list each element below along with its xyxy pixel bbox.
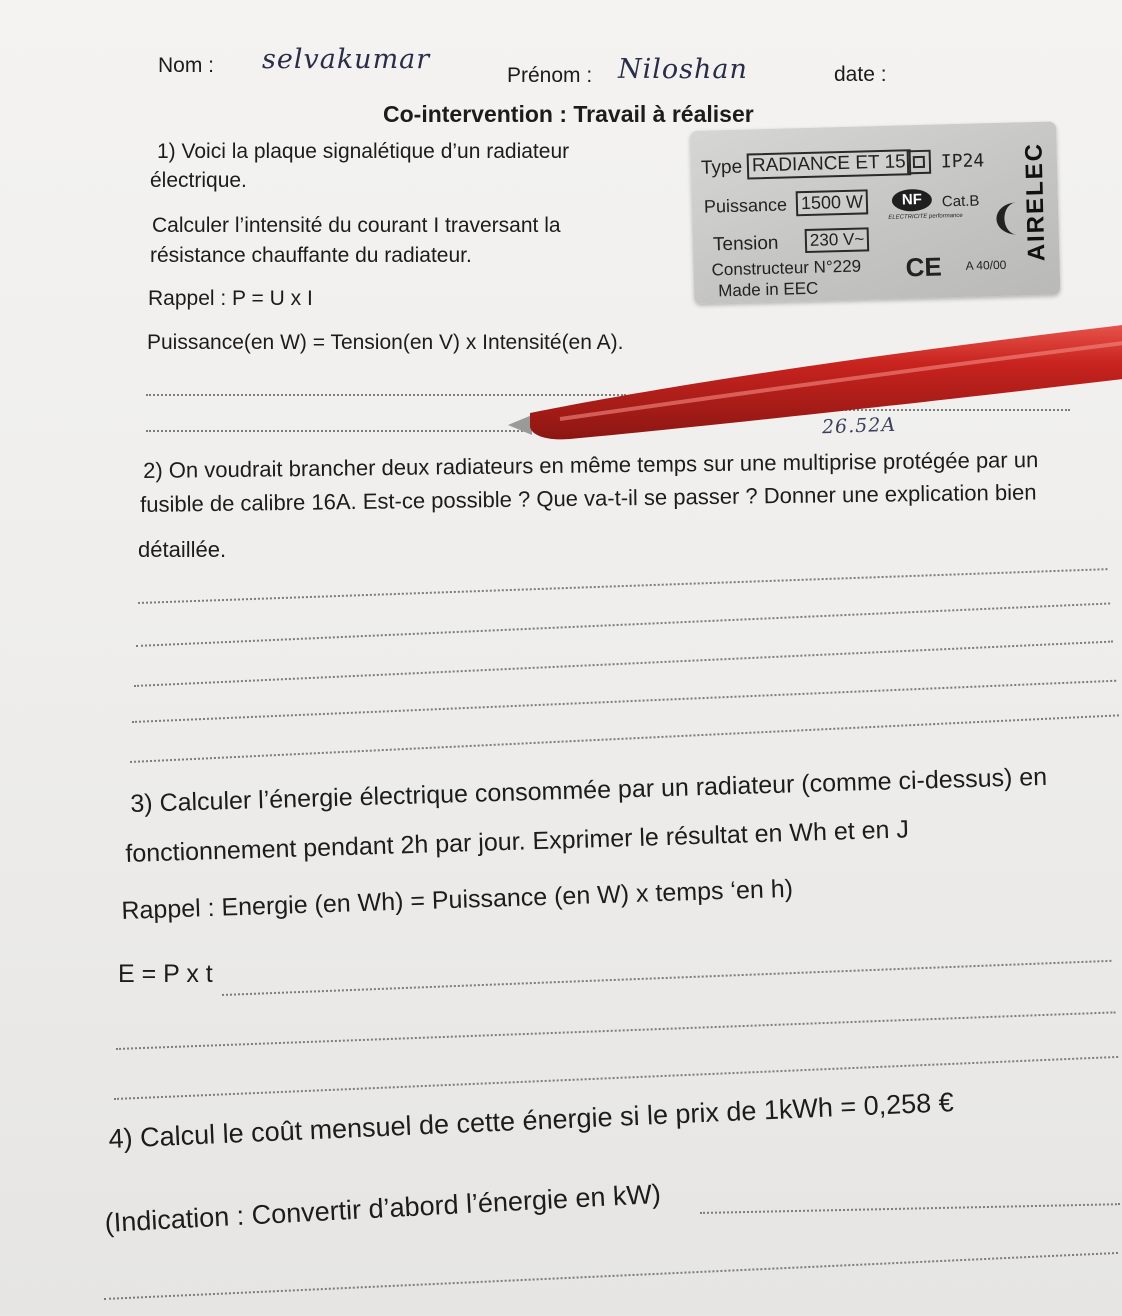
q2-line1: 2) On voudrait brancher deux radiateurs en même temps sur une multiprise protégée par un [143,447,1039,483]
q3-line1: 3) Calculer l’énergie électrique consommée par un radiateur (comme ci-dessus) en [130,762,1048,818]
answer-line [132,680,1116,723]
class2-icon [907,150,932,175]
prenom-handwritten: Niloshan [618,54,748,85]
answer-line [700,1203,1120,1214]
ce-mark-icon: CE [905,251,943,283]
q4-line1: 4) Calcul le coût mensuel de cette énergie si le prix de 1kWh = 0,258 € [108,1087,955,1154]
prenom-label: Prénom : [507,64,593,87]
q3-line2: fonctionnement pendant 2h par jour. Exprimer le résultat en Wh et en J [125,815,910,868]
nf-subtitle: ELECTRICITE performance [888,212,963,221]
answer-line [116,1011,1115,1050]
q1-line2: électrique. [150,169,247,192]
answer-line [136,602,1110,647]
q1-line4: résistance chauffante du radiateur. [150,244,472,267]
nom-label: Nom : [158,54,215,77]
nameplate [690,121,1060,304]
answer-line [222,960,1111,996]
q1-line1: 1) Voici la plaque signalétique d’un radiateur [157,140,570,163]
q4-line2: (Indication : Convertir d’abord l’énergie en kW) [104,1178,662,1238]
q2-line3: détaillée. [138,537,227,562]
answer-line [146,430,526,432]
nom-handwritten: selvakumar [262,44,431,75]
date-label: date : [834,63,887,86]
answer-line [114,1056,1118,1100]
q3-rappel: Rappel : Energie (en Wh) = Puissance (en W) x temps ‘en h) [121,874,794,925]
plate-type-value: RADIANCE ET 15 [747,149,911,179]
answer-line [138,568,1107,604]
plate-type-label: Type [700,156,743,179]
plate-a-code: A 40/00 [965,257,1007,273]
red-pen [500,315,1122,455]
plate-constructeur: Constructeur N°229 [711,256,862,280]
plate-ip: IP24 [940,150,985,173]
answer-line [134,641,1113,687]
answer-line [104,1252,1118,1300]
q1-rappel: Rappel : P = U x I [148,287,313,310]
q1-formula: Puissance(en W) = Tension(en V) x Intensité(en A). [147,331,624,354]
brand-logo: AIRELEC [1020,141,1051,262]
page-title: Co-intervention : Travail à réaliser [383,101,754,127]
plate-puissance-label: Puissance [703,194,788,217]
plate-cat: Cat.B [941,192,980,211]
plate-tension-value: 230 V~ [805,227,870,253]
nf-logo-icon: NF [892,189,933,212]
plate-puissance-value: 1500 W [796,189,869,216]
q3-formula: E = P x t [118,960,213,988]
pen-tip [508,415,532,435]
plate-made-in: Made in EEC [717,278,819,301]
q2-line2: fusible de calibre 16A. Est-ce possible ? Que va-t-il se passer ? Donner une explication bien [140,479,1037,517]
q1-line3: Calculer l’intensité du courant I traversant la [152,214,561,237]
q1-handwritten-answer: 26.52A [821,413,897,439]
plate-tension-label: Tension [712,232,779,256]
answer-line [130,714,1119,763]
